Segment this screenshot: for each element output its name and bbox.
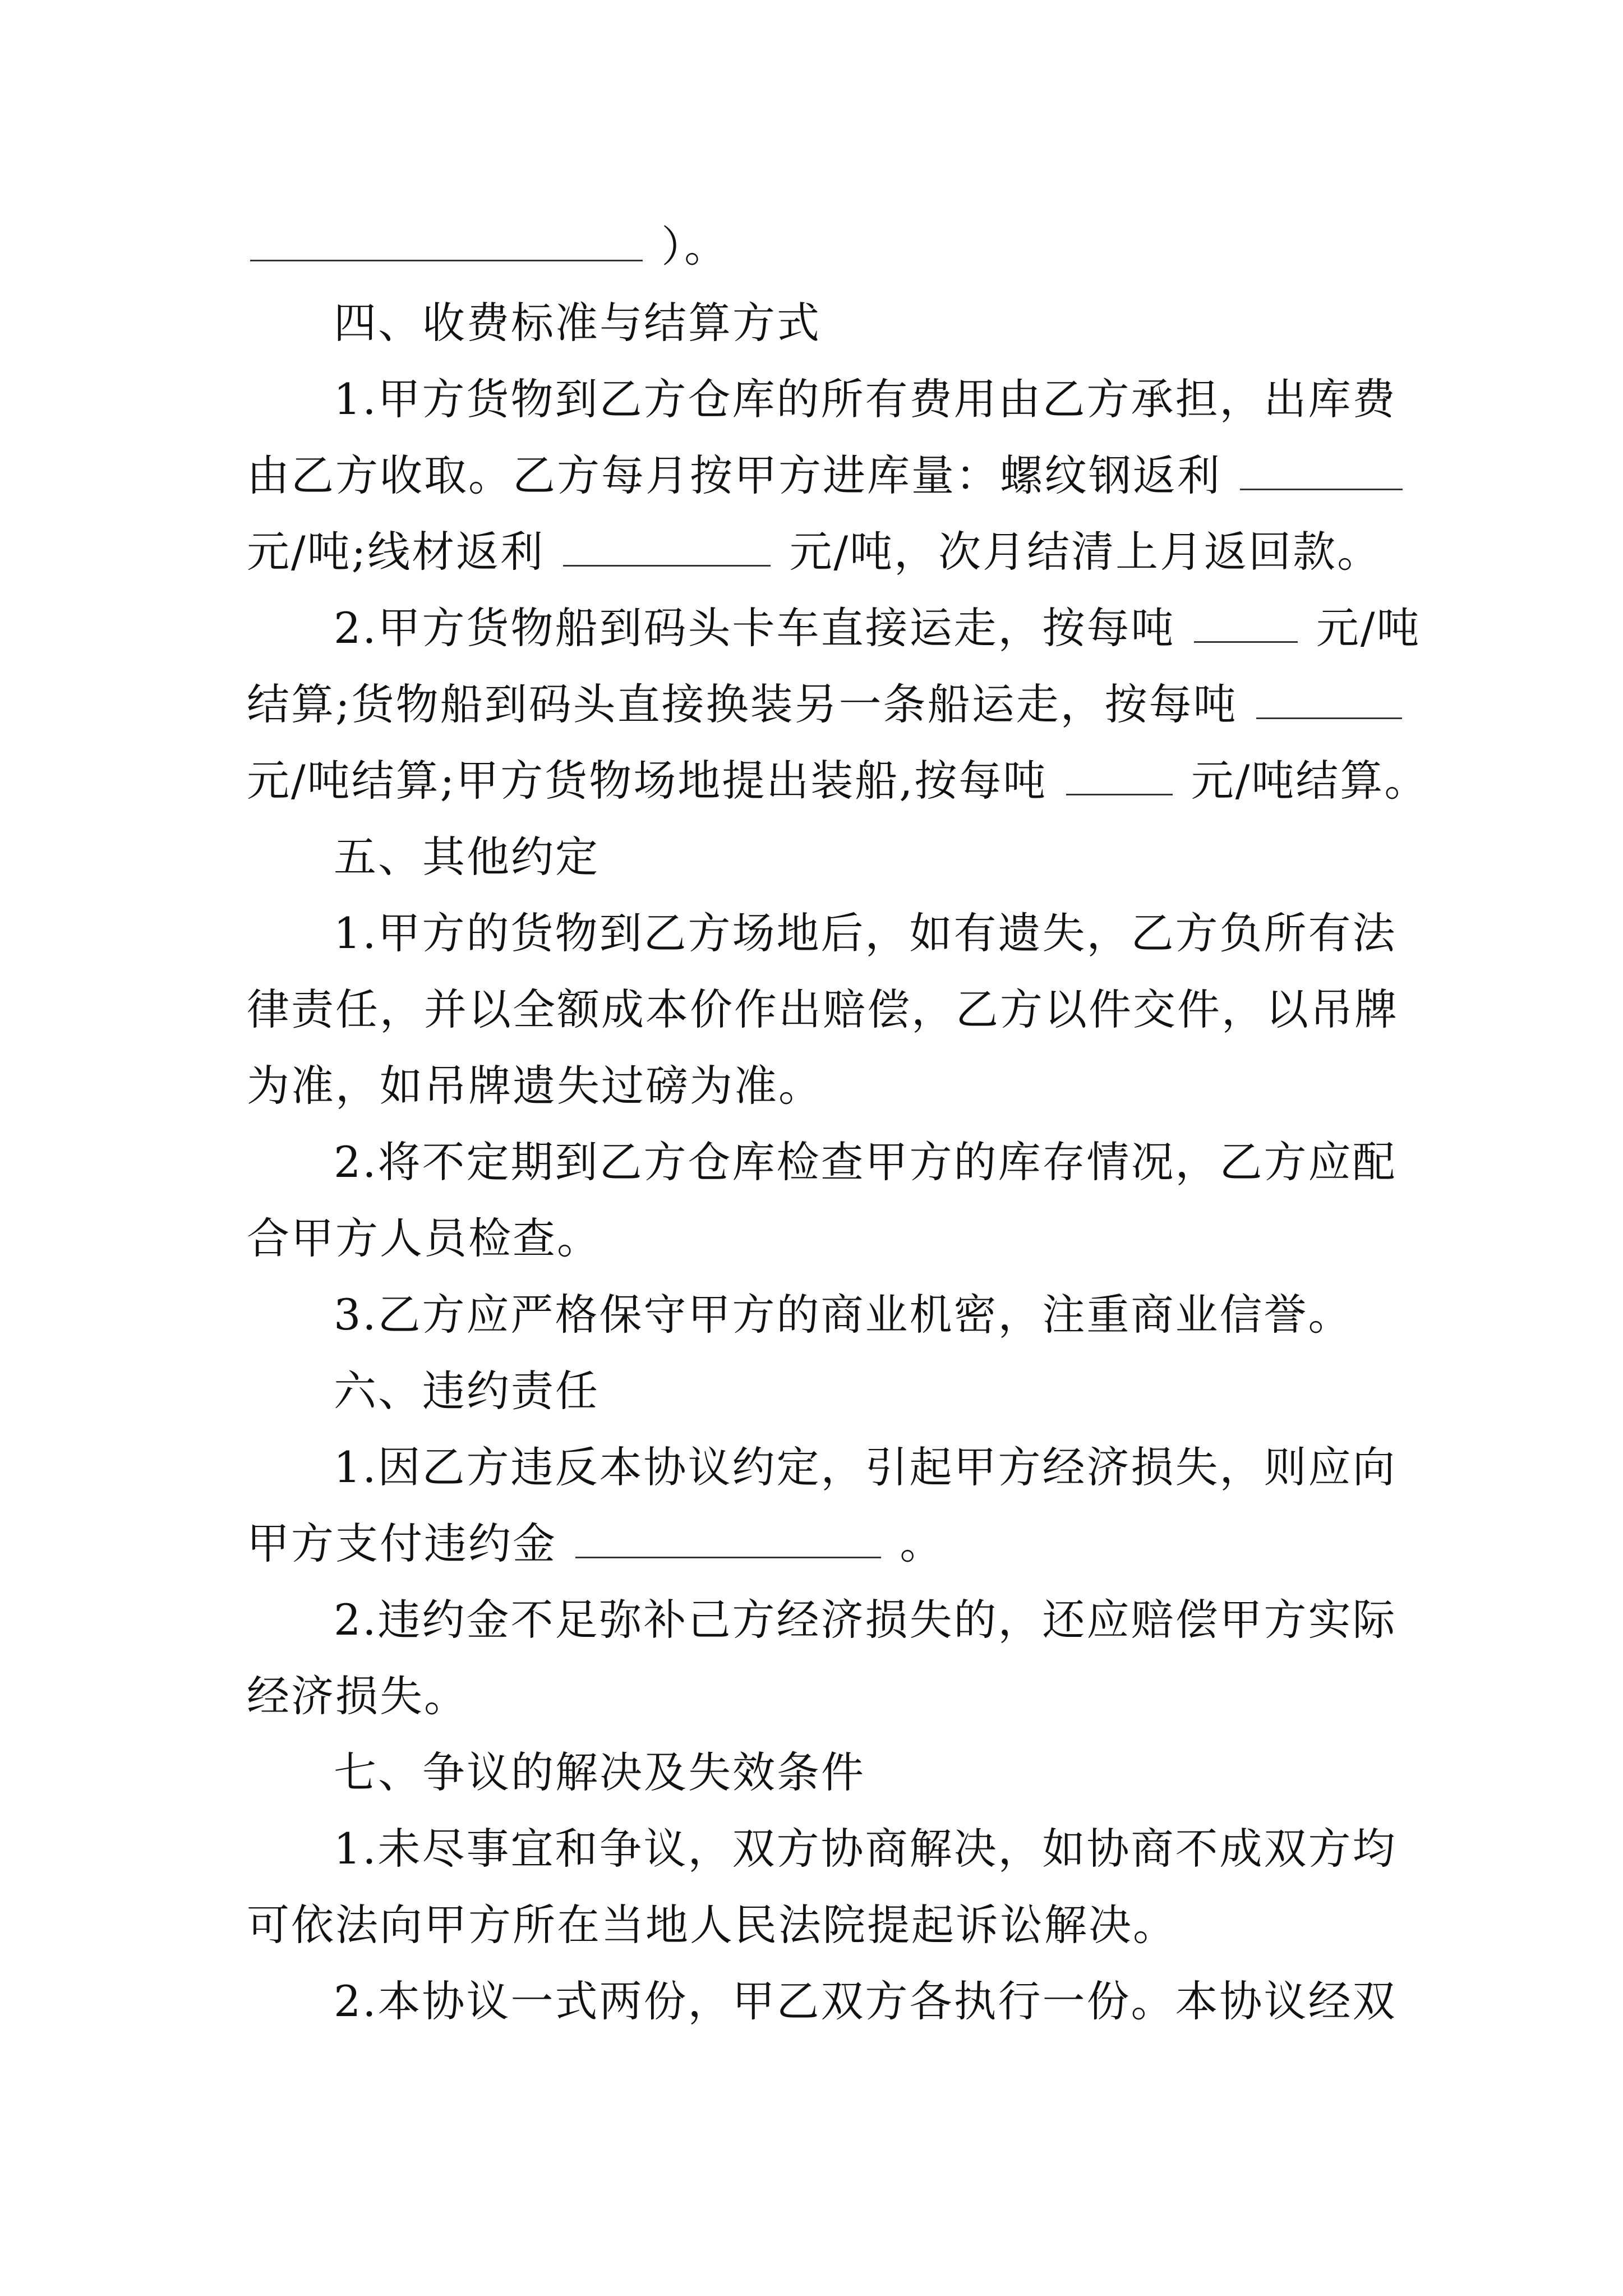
text-segment: 2.违约金不足弥补己方经济损失的，还应赔偿甲方实际	[334, 1595, 1397, 1645]
text-segment: 七、争议的解决及失效条件	[334, 1747, 865, 1797]
blank-fill-line	[1066, 753, 1173, 795]
text-segment: 五、其他约定	[334, 832, 600, 882]
text-line-07	[247, 743, 1428, 819]
text-line-12	[334, 1124, 1397, 1200]
text-line-10	[247, 972, 1399, 1048]
text-line-09	[334, 895, 1397, 972]
text-segment: 元/吨	[1316, 603, 1421, 653]
text-line-04	[247, 514, 1381, 590]
text-line-06	[247, 666, 1405, 743]
text-segment: 1.甲方的货物到乙方场地后，如有遗失，乙方负所有法	[334, 908, 1397, 958]
blank-fill-line	[575, 1516, 881, 1558]
blank-fill-line	[563, 524, 771, 567]
text-line-03	[247, 438, 1406, 514]
text-segment: 元/吨结算;甲方货物场地提出装船,按每吨	[247, 756, 1048, 806]
text-segment: 2.甲方货物船到码头卡车直接运走，按每吨	[334, 603, 1175, 653]
text-segment: 1.甲方货物到乙方仓库的所有费用由乙方承担，出库费	[334, 374, 1397, 424]
text-segment: 1.因乙方违反本协议约定，引起甲方经济损失，则应向	[334, 1442, 1397, 1492]
text-segment: 可依法向甲方所在当地人民法院提起诉讼解决。	[247, 1900, 1177, 1950]
text-segment: 2.将不定期到乙方仓库检查甲方的库存情况，乙方应配	[334, 1137, 1397, 1187]
text-segment: 为准，如吊牌遗失过磅为准。	[247, 1061, 823, 1111]
text-segment: ）。	[661, 222, 729, 272]
text-line-23	[334, 1963, 1397, 2040]
blank-fill-line	[1194, 601, 1298, 643]
text-segment: 经济损失。	[247, 1671, 468, 1721]
text-segment: 元/吨结算。	[1191, 756, 1429, 806]
blank-fill-line	[1256, 677, 1402, 719]
blank-fill-line	[250, 219, 643, 261]
text-line-02	[334, 361, 1397, 438]
section-heading-7	[334, 1734, 865, 1811]
text-segment: 四、收费标准与结算方式	[334, 298, 821, 348]
text-line-17	[247, 1506, 944, 1582]
text-line-21	[334, 1811, 1397, 1887]
text-segment: 。	[900, 1519, 944, 1568]
section-heading-5	[334, 819, 600, 895]
text-line-19	[247, 1658, 468, 1734]
text-line-00	[247, 209, 728, 285]
text-segment: 2.本协议一式两份，甲乙双方各执行一份。本协议经双	[334, 1976, 1397, 2026]
section-heading-4	[334, 285, 821, 361]
text-segment: 3.乙方应严格保守甲方的商业机密，注重商业信誉。	[334, 1290, 1353, 1340]
blank-fill-line	[1240, 448, 1403, 490]
text-segment: 由乙方收取。乙方每月按甲方进库量：螺纹钢返利	[247, 450, 1221, 500]
section-heading-6	[334, 1353, 600, 1429]
text-line-22	[247, 1887, 1177, 1963]
text-line-13	[247, 1200, 601, 1277]
text-segment: 元/吨;线材返利	[247, 527, 545, 577]
text-line-05	[334, 590, 1421, 666]
text-segment: 合甲方人员检查。	[247, 1213, 601, 1263]
text-line-16	[334, 1429, 1397, 1506]
text-segment: 结算;货物船到码头直接换装另一条船运走，按每吨	[247, 679, 1238, 729]
text-segment: 元/吨，次月结清上月返回款。	[789, 527, 1382, 577]
text-line-11	[247, 1048, 823, 1124]
text-segment: 1.未尽事宜和争议，双方协商解决，如协商不成双方均	[334, 1824, 1397, 1874]
text-line-14	[334, 1277, 1353, 1353]
text-segment: 六、违约责任	[334, 1366, 600, 1416]
text-segment: 甲方支付违约金	[247, 1519, 557, 1568]
text-segment: 律责任，并以全额成本价作出赔偿，乙方以件交件，以吊牌	[247, 984, 1399, 1034]
text-line-18	[334, 1582, 1397, 1658]
